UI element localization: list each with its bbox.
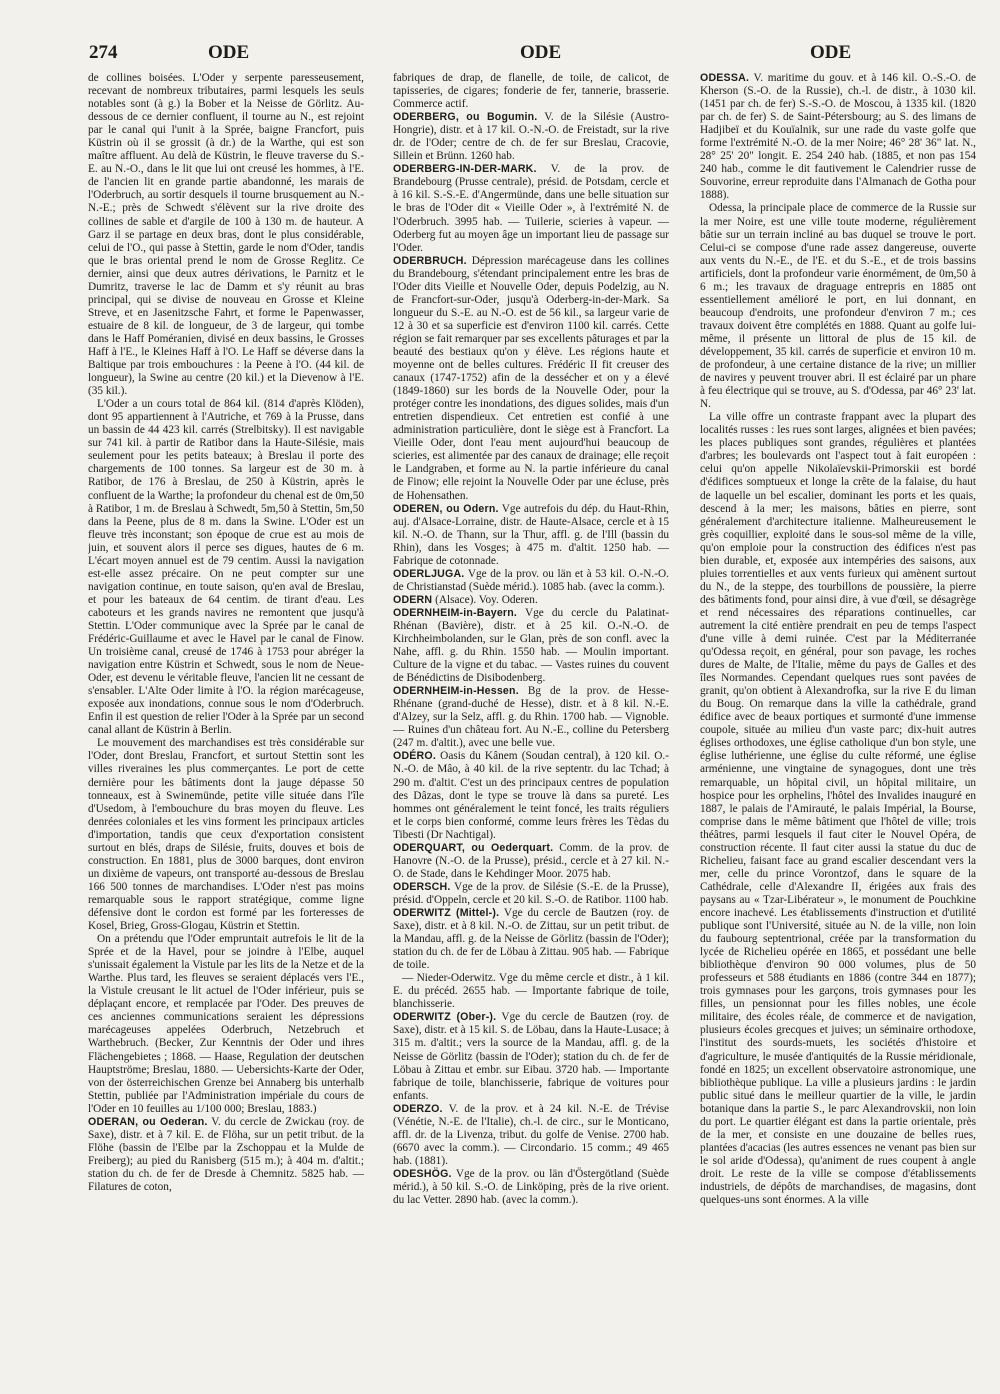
- running-head-center: ODE: [520, 42, 562, 63]
- entry-headword: ODESSA.: [700, 72, 750, 84]
- paragraph-text: Dépression marécageuse dans les collines du Brandebourg, s'étendant principalement entre les bras de l'Oder dits Vieille et Nouvelle Oder, depuis Podelzig, au N. de Francfort-sur-Oder, jusqu'à Oderberg-in-der-Mark. Sa longueur du S.-E. au N.-O. est de 56 kil., sa largeur varie de 12 à 30 et sa superficie est d'environ 1100 kil. carrés. Cette région se fait remarquer par ses excellents pâturages et par la beauté des bestiaux qu'on y élève. Les régions haute et moyenne ont de belles cultures. Frédéric II fit creuser des canaux (1747-1752) afin de la dessécher et on y a élevé (1849-1860) sur les bords de la Nouvelle Oder, pour la protéger contre les inondations, des digues solides, mais d'un entretien dispendieux. Cet entretien est confié à une administration particulière, dont le siège est à Francfort. La Vieille Oder, dont l'eau ment aujourd'hui beaucoup de scieries, est alimentée par des canaux de drainage; elle reçoit le Landgraben, et forme au N. la partie inférieure du canal de Finow; elle rejoint la Nouvelle Oder par une écluse, près de Hohensathen.: [393, 254, 669, 502]
- paragraph-text: Oasis du Kânem (Soudan central), à 120 kil. O.-N.-O. de Mâo, à 40 kil. de la rive septentr. du lac Tchad; à 290 m. d'altit. C'est un des principaux centres de population des Dâzas, dont le type se trouve là dans sa pureté. Les hommes ont généralement le teint foncé, les traits réguliers et le corps bien conformé, comme leurs frères les Tèdas du Tibesti (Dr Nachtigal).: [393, 750, 669, 841]
- dictionary-entry: [393, 163, 669, 254]
- running-head-right: ODE: [810, 42, 852, 63]
- paragraph-text: V. de la Silésie (Austro-Hongrie), distr. et à 17 kil. O.-N.-O. de Freistadt, sur la rive dr. de l'Oder; centre de ch. de fer sur Breslau, Cracovie, Sillein et Brünn. 1260 hab.: [393, 111, 669, 163]
- dictionary-entry: [393, 881, 669, 907]
- entry-headword: ODERZO.: [393, 1102, 443, 1115]
- dictionary-entry: [393, 1011, 669, 1102]
- entry-headword: ODERWITZ (Mittel-).: [393, 907, 500, 919]
- paragraph-text: L'Oder a un cours total de 864 kil. (814 d'après Klöden), dont 95 appartiennent à l'Autriche, et 769 à la Prusse, dans un bassin de 44 423 kil. carrés (Strelbitsky). Il est navigable sur 741 kil. à partir de Ratibor dans la Haute-Silésie, mais seulement pour les petits bateaux; à Breslau il porte des chargements de 100 tonnes. Sa largeur est de 30 m. à Ratibor, de 176 à Breslau, de 250 à Küstrin, après le confluent de la Warthe; la profondeur du chenal est de 0m,50 à Ratibor, 1 m. de Breslau à Schwedt, 5m,50 à Stettin, 5m,50 dans la Peene, plus de 8 m. dans la Swine. L'Oder est un fleuve très inconstant; son époque de crue est au mois de juin, et souvent alors il perce ses digues, hautes de 6 m. L'écart moyen annuel est de 79 centim. Aussi la navigation est-elle assez précaire. On ne peut compter sur une navigation continue, en toute saison, qu'en aval de Breslau, et pour les bateaux de 64 centim. de tirant d'eau. Les caboteurs et les grands navires ne remontent que jusqu'à Stettin. L'Oder communique avec la Sprée par le canal de Frédéric-Guillaume et avec le Havel par le canal de Finow. Un troisième canal, creusé de 1746 à 1753 pour abréger la navigation entre Küstrin et Schwedt, sous le nom de Neue-Oder, est devenu le véritable fleuve, l'ancien lit ne cessant de s'ensabler. L'Alte Oder limite à l'O. la région marécageuse, exposée aux inondations, connue sous le nom d'Oderbruch. Enfin il est question de relier l'Oder à la Sprée par un second canal allant de Küstrin à Berlin.: [88, 398, 364, 737]
- entry-headword: ODERLJUGA.: [393, 567, 465, 580]
- paragraph-text: V. de la prov. de Brandebourg (Prusse centrale), présid. de Potsdam, cercle et à 16 kil. S.-S.-E. d'Angermünde, dans une belle situation sur le bras de l'Oder dit « Vieille Oder », à l'extrémité N. de l'Oderbruch. 3995 hab. — Tuilerie, scieries à vapeur. — Oderberg fut au moyen âge un important lieu de passage sur l'Oder.: [393, 163, 669, 254]
- entry-headword: ODEREN, ou Odern.: [393, 502, 499, 515]
- text-column-right: [700, 72, 976, 1384]
- entry-headword: ODERNHEIM-in-Bayern.: [393, 606, 518, 619]
- paragraph-text: (Alsace). Voy. Oderen.: [432, 593, 538, 606]
- paragraph-text: Vge du cercle de Bautzen (roy. de Saxe), distr. et à 8 kil. N.-O. de Zittau, sur un petit tribut. de la Mandau, affl. g. de la Neisse de Görlitz (bassin de l'Oder); station du ch. de fer de Löbau à Zittau. 905 hab. — Fabrique de toile.: [393, 907, 669, 972]
- text-paragraph: [88, 398, 364, 737]
- text-column-middle: [393, 72, 669, 1384]
- entry-headword: ODERNHEIM-in-Hessen.: [393, 685, 519, 698]
- paragraph-text: — Nieder-Oderwitz. Vge du même cercle et distr., à 1 kil. E. du précéd. 2655 hab. — Importante fabrique de toile, blanchisserie.: [393, 972, 669, 1011]
- entry-headword: ODÉRO.: [393, 750, 436, 763]
- text-paragraph: [700, 202, 976, 411]
- dictionary-entry: [393, 750, 669, 841]
- entry-headword: ODESHÖG.: [393, 1167, 452, 1180]
- dictionary-entry: [700, 72, 976, 202]
- paragraph-text: Vge du cercle du Palatinat-Rhénan (Bavière), distr. et à 25 kil. O.-N.-O. de Kirchheimbolanden, sur le Glan, près de son confl. avec la Nahe, affl. g. du Rhin. 1550 hab. — Moulin important. Culture de la vigne et du tabac. — Vastes ruines du couvent de Bénédictins de Disibodenberg.: [393, 606, 669, 685]
- dictionary-entry: [393, 1103, 669, 1168]
- paragraph-text: Vge du cercle de Bautzen (roy. de Saxe), distr. et à 15 kil. S. de Löbau, dans la Haute-Lusace; à 315 m. d'altit.; vers la source de la Mandau, affl. g. de la Neisse de Görlitz (bassin de l'Oder); station du ch. de fer de Löbau à Zittau et embr. sur Eibau. 3720 hab. — Importante fabrique de toile, blanchisserie, fabrique de voitures pour enfants.: [393, 1011, 669, 1102]
- running-head-left: ODE: [208, 42, 250, 63]
- dictionary-entry: [393, 255, 669, 503]
- text-paragraph: [88, 737, 364, 933]
- entry-headword: ODERQUART, ou Oederquart.: [393, 841, 554, 854]
- dictionary-entry: [393, 907, 669, 972]
- entry-headword: ODERWITZ (Ober-).: [393, 1011, 497, 1024]
- text-paragraph: [393, 972, 669, 1011]
- paragraph-text: Vge de la prov. ou län d'Östergötland (Suède mérid.), à 50 kil. S.-O. de Linköping, près de la rive orient. du lac Vetter. 2890 hab. (avec la comm.).: [393, 1167, 669, 1207]
- paragraph-text: V. du cercle de Zwickau (roy. de Saxe), distr. et à 7 kil. E. de Flöha, sur un petit tribut. de la Flöhe (bassin de l'Elbe par la Zschoppau et la Mulde de Freiberg); au pied du Ranisberg (515 m.); à 404 m. d'altit.; station du ch. de fer de Dresde à Chemnitz. 5825 hab. — Filatures de coton,: [88, 1115, 364, 1193]
- paragraph-text: V. maritime du gouv. et à 146 kil. O.-S.-O. de Kherson (S.-O. de la Russie), ch.-l. de distr., à 1030 kil. (1451 par ch. de fer) S.-S.-O. de Moscou, à 1335 kil. (1820 par ch. de fer) S. de Saint-Pétersbourg; au S. des limans de Hadjibeï et du Kouïalnik, sur une rade du vaste golfe que forme l'extrémité N.-O. de la mer Noire; 46° 28' 36" lat. N., 28° 25' 20" longit. E. 254 240 hab. (1885, et non pas 154 240 hab., comme le dit fautivement le Calendrier russe de Souvorine, erreur reproduite dans l'Almanach de Gotha pour 1888).: [700, 72, 976, 202]
- entry-headword: ODERAN, ou Oederan.: [88, 1115, 208, 1128]
- paragraph-text: V. de la prov. et à 24 kil. N.-E. de Trévise (Vénétie, N.-E. de l'Italie), ch.-l. de circ., sur le Monticano, affl. dr. de la Livenza, tribut. du golfe de Venise. 2700 hab. (6670 avec la comm.). — Circondario. 15 comm.; 49 465 hab. (1881).: [393, 1102, 669, 1167]
- paragraph-text: La ville offre un contraste frappant avec la plupart des localités russes : les rues sont larges, alignées et bien pavées; les places publiques sont grandes, régulières et plantées d'arbres; les boulevards ont l'aspect tout à fait européen : celui qu'on appelle Nikolaïevskii-Primorskii est bordé d'édifices somptueux et longe la crête de la falaise, du haut de laquelle un bel escalier, dominant les ports et les quais, descend à la mer; les maisons, bâties en pierre, sont généralement d'architecture italienne. Malheureusement le grès coquillier, exploité dans le sous-sol même de la ville, qu'on emploie pour la construction des édifices n'est pas bien durable, et, exposée aux intempéries des saisons, aux pluies torrentielles et aux vents furieux qui amènent surtout du N., de la steppe, des tourbillons de poussière, la pierre des bâtiments fond, pour ainsi dire, à vue d'œil, se désagrège et rend nécessaires des réparations continuelles, car autrement la cité entière prendrait en peu de temps l'aspect d'une ville à demi ruinée. C'est par la Méditerranée qu'Odessa reçoit, en général, pour son pavage, les roches dures de Malte, de l'Italie, même du pays de Galles et des îles Normandes. Cependant quelques rues sont pavées de granit, qu'on obtient à Alexandrofka, sur la rive E du liman du Boug. On remarque dans la ville la cathédrale, grand édifice avec de beaux portiques et surmonté d'une immense coupole, située au milieu d'un vaste parc; dix-huit autres églises orthodoxes, une église catholique d'un bon style, une église luthérienne, une église du culte réformé, une église arménienne, une vingtaine de synagogues, dont une très remarquable, un hôpital civil, un hôpital militaire, un hospice pour les orphelins, l'hôtel des Invalides inauguré en 1887, le palais de l'Amirauté, le palais Impérial, la Bourse, comprise dans le même bâtiment que l'hôtel de ville; trois théâtres, parmi lesquels il faut citer le Nouvel Opéra, de construction récente. Il faut citer aussi la statue du duc de Richelieu, faisant face au grand escalier descendant vers la mer, celle du prince Vorontzof, dans le square de la Cathédrale, celle d'Alexandre II, érigées aux frais des paysans au « Tzar-Libérateur », le monument de Pouchkine encore inachevé. Les établissements d'instruction et d'utilité publique sont l'Université, située au N. de la ville, non loin du faubourg septentrional, créée par la transformation du lycée de Richelieu opérée en 1865, et possédant une belle bibliothèque d'environ 90 000 volumes, plus de 50 professeurs et 588 étudiants en 1886 (contre 344 en 1877); trois gymnases pour les garçons, trois gymnases pour les filles, un pensionnat pour les filles nobles, une école militaire, des écoles réale, de commerce et de navigation, plusieurs écoles grecques et juives; un séminaire orthodoxe, l'institut des sourds-muets, les sociétés d'histoire et d'agriculture, le musée d'antiquités de la Russie méridionale, fondé en 1825; un excellent observatoire astronomique, une bibliothèque publique. La ville a plusieurs jardins : le jardin public situé dans le meilleur quartier de la ville, le jardin botanique dans la partie S., le parc Alexandrovskii, non loin du port. Le quartier élégant est dans la partie orientale, près de la mer, et consiste en une douzaine de belles rues, plantées d'acacias (les autres essences ne venant pas bien sur le sol aride d'Odessa), qu'animent de rues coupent à angle droit. Le reste de la ville se compose d'établissements industriels, de dépôts de marchandises, de magasins, dont quelques-uns sont énormes. A la ville: [700, 411, 976, 1207]
- paragraph-text: de collines boisées. L'Oder y serpente paresseusement, recevant de nombreux tributaires, parmi lesquels les seuls notables sont (à g.) la Bober et la Neisse de Görlitz. Au-dessous de ce dernier confluent, il tourne au N., est rejoint par le canal qui l'unit à la Sprée, baigne Francfort, puis Küstrin où il se grossit (à dr.) de la Warthe, qui est son maître affluent. Au delà de Küstrin, le fleuve traverse du S.-E. au N.-O., dans le lit que lui ont creusé les hommes, à l'E. de l'ancien lit en grande partie abandonné, les marais de l'Oderbruch, au sortir desquels il tourne brusquement au N.-N.-E.; près de Schwedt s'élèvent sur la rive droite des collines de sable et d'argile de 100 à 130 m. de hauteur. A Garz il se partage en deux bras, dont le plus considérable, celui de l'O., qui passe à Stettin, garde le nom d'Oder, tandis que le bras oriental prend le nom de Grosse Reglitz. Ce dernier, ainsi que deux autres dérivations, le Parnitz et le Dumritz, traverse le lac de Damm et s'y réunit au bras principal, qui se divise de nouveau en Grosse et Kleine Streve, et en Jasenitzsche Fahrt, et forme le Papenwasser, estuaire de 8 kil. de longueur, de 3 de largeur, qui tombe dans le Haff Poméranien, divisé en deux bassins, le Grosses Haff à l'E., le Kleines Haff à l'O. Le Haff se déverse dans la Baltique par trois embouchures : la Peene à l'O. (44 kil. de longueur), la Swine au centre (20 kil.) et la Dievenow à l'E. (35 kil.).: [88, 72, 364, 398]
- dictionary-entry: [393, 1168, 669, 1207]
- paragraph-text: Odessa, la principale place de commerce de la Russie sur la mer Noire, est une ville toute moderne, régulièrement bâtie sur un terrain incliné au bas duquel se trouve le port. Celui-ci se compose d'une rade assez dangereuse, ouverte aux vents du N.-E., de l'E. et du S.-E., et de trois bassins artificiels, dont la profondeur varie énormément, de 0m,50 à 6 m.; les travaux de draguage entrepris en 1885 ont essentiellement amélioré le port, en lui donnant, en beaucoup d'endroits, une profondeur d'environ 7 m.; ces travaux doivent être complétés en 1888. Quant au golfe lui-même, il présente un littoral de plus de 15 kil. de développement, 35 kil. carrés de superficie et environ 10 m. de profondeur, à une certaine distance de la rive; un millier de navires y peuvent trouver abri. Il est éclairé par un phare à feu électrique qui se trouve, au S. d'Odessa, par 46° 23' lat. N.: [700, 202, 976, 411]
- text-paragraph: [393, 72, 669, 111]
- paragraph-text: Bg de la prov. de Hesse-Rhénane (grand-duché de Hesse), distr. et à 8 kil. N.-E. d'Alzey, sur la Selz, affl. g. du Rhin. 1700 hab. — Vignoble. — Ruines d'un château fort. Au N.-E., colline du Petersberg (247 m. d'altit.), avec une belle vue.: [393, 685, 669, 750]
- text-column-left: [88, 72, 364, 1384]
- paragraph-text: fabriques de drap, de flanelle, de toile, de calicot, de tapisseries, de cigares; fonderie de fer, tannerie, brasserie. Commerce actif.: [393, 72, 669, 111]
- dictionary-entry: [393, 685, 669, 750]
- dictionary-entry: [393, 111, 669, 163]
- entry-headword: ODERSCH.: [393, 880, 451, 893]
- paragraph-text: Le mouvement des marchandises est très considérable sur l'Oder, dont Breslau, Francfort, et surtout Stettin sont les villes riveraines les plus commerçantes. Le port de cette dernière pour les bâtiments dont la jauge dépasse 50 tonneaux, est à Swinemünde, petite ville située dans l'île d'Usedom, à l'embouchure du bras moyen du fleuve. Les denrées coloniales et les vins forment les principaux articles d'importation, tandis que ceux d'exportation consistent surtout en blés, draps de Silésie, fruits, douves et bois de construction. En 1881, plus de 3000 barques, dont environ un dixième de vapeurs, ont transporté au-dessous de Breslau 166 500 tonnes de marchandises. L'Oder n'est pas moins remarquable sous le rapport stratégique, comme ligne défensive dont le cordon est formé par les forteresses de Kosel, Brieg, Gross-Glogau, Küstrin et Stettin.: [88, 737, 364, 933]
- paragraph-text: Comm. de la prov. de Hanovre (N.-O. de la Prusse), présid., cercle et à 27 kil. N.-O. de Stade, dans le Kehdinger Moor. 2075 hab.: [393, 841, 669, 880]
- paragraph-text: On a prétendu que l'Oder empruntait autrefois le lit de la Sprée et de la Havel, pour se joindre à l'Elbe, auquel s'unissait également la Vistule par les lits de la Netze et de la Warthe. Plus tard, les fleuves se seraient déplacés vers l'E., la Vistule creusant le lit actuel de l'Oder inférieur, puis se déplaçant encore, et remplacée par l'Oder. Des preuves de ces anciennes communications seraient les dépressions marécageuses appelées Oderbruch, Netzebruch et Warthebruch. (Becker, Zur Kenntnis der Oder und ihres Flächengebietes ; 1868. — Haase, Regulation der deutschen Hauptströme; Breslau, 1880. — Uebersichts-Karte der Oder, von der österreichischen Grenze bei Annaberg bis unterhalb Stettin, publiée par l'Administration impériale du cours de l'Oder en 10 feuilles au 1/100 000; Breslau, 1883.): [88, 933, 364, 1115]
- text-paragraph: [88, 72, 364, 398]
- text-paragraph: [700, 411, 976, 1207]
- dictionary-entry: [393, 842, 669, 881]
- entry-headword: ODERBERG, ou Bogumin.: [393, 111, 538, 124]
- page-number: 274: [89, 42, 118, 63]
- paragraph-text: Vge autrefois du dép. du Haut-Rhin, auj. d'Alsace-Lorraine, distr. de Haute-Alsace, cercle et à 15 kil. N.-O. de Thann, sur la Thur, affl. g. de l'Ill (bassin du Rhin), dans les Vosges; à 475 m. d'altit. 1250 hab. — Fabrique de cotonnade.: [393, 502, 669, 567]
- dictionary-entry: [88, 1116, 364, 1194]
- text-paragraph: [88, 933, 364, 1116]
- entry-headword: ODERBERG-IN-DER-MARK.: [393, 163, 537, 176]
- dictionary-entry: [393, 607, 669, 685]
- entry-headword: ODERBRUCH.: [393, 254, 467, 267]
- dictionary-entry: [393, 568, 669, 594]
- paragraph-text: Vge de la prov. de Silésie (S.-E. de la Prusse), présid. d'Oppeln, cercle et 20 kil. S.-O. de Ratibor. 1100 hab.: [393, 880, 669, 906]
- entry-headword: ODERN: [393, 593, 433, 606]
- dictionary-entry: [393, 503, 669, 568]
- dictionary-entry: [393, 594, 669, 607]
- paragraph-text: Vge de la prov. ou län et à 53 kil. O.-N.-O. de Christianstad (Suède mérid.). 1085 hab. (avec la comm.).: [393, 567, 669, 593]
